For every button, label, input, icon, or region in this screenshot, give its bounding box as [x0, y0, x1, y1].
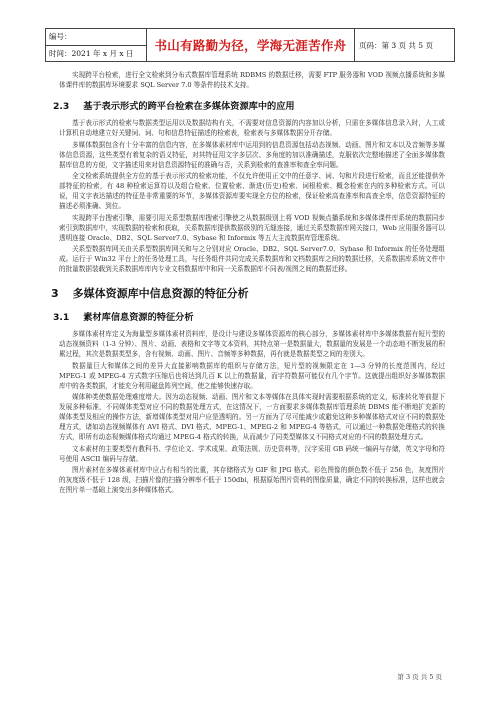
paragraph: 基于表示形式的检索与数据类型运用以及数据结构有关，不需要对信息资源的内容加以分析，只需在多媒体信息录入时，人工或计算机自动地建立好关键词、词、句和信息特征描述的检索表，检索表与多媒体数据分开存储。 [59, 119, 445, 137]
paragraph: 文本素材的主要类型有教科书、学位论文、学术成果、政策法规、历史资料等，汉字采用 GB 码统一编码与存储，英文字母和符号使用 ASCII 编码与存储。 [59, 444, 445, 463]
section-heading-3 [51, 285, 445, 301]
paragraph: 媒体种类使数据处理难度增大。因为动态视频、动画、图片和文本等媒体在具体实现时需要根据系统的定义，标准转化等前提下发展多种标准，不同媒体类型对应不同的数据处理方式，在这情况下，一方面要求多媒体数据库管理系统 DBMS 能不断地扩充新的媒体类型及相应的操作方法，新增媒体类型对用户应是透明的。另一方面为了尽可能减少或避免这种多种媒体格式对应不同的数据处理方式，诸如动态视频媒体有 AVI 格式、DVI 格式、MPEG-1、MPEG-2 和 MPEG-4 等格式，可以通过一种数据处理格式的转换方式，即所有动态视频媒体格式均通过 MPEG-4 格式的转换，从而减少了同类型媒体又不同格式对应的不同的数据处理方式。 [59, 393, 445, 441]
paragraph: 实现跨平台搜索引擎，需要引用关系型数据库搜索引擎使之从数据级别上将 VOD 视频点播系统和多媒体课件库系统的数据同步索引到数据库中，实现数据的检索和获取，关系数据库提供数据级别的无缝连接，通过关系型数据库网关接口，Web 应用服务器可以透明连接 Oracle、DB2、SQL Server7.0、Sybase 和 Informix 等五大主流数据库管理系统。 [59, 213, 445, 242]
page-footer: 第 3 页 共 5 页 [397, 673, 442, 681]
document-body [51, 70, 445, 497]
paragraph: 多媒体素材库定义为海量型多媒体素材资料库，是设计与建设多媒体资源库的核心部分，多媒体素材库中多媒体数据有短片型的动态视频资料（1-3 分钟）、图片、动画、表格和文字等文本资料，其特点第一是数据量大，数据量的发展是一个动态地不断发展的积累过程，其次是数据类型多，含有视频、动画、图片、音频等多种数据，再有就是数据类型之间的差别大。 [59, 330, 445, 358]
header-motto: 书山有路勤为径，学海无涯苦作舟 [147, 29, 355, 61]
header-time: 时间：2021 年 x 月 x 日 [49, 48, 134, 58]
paragraph: 图片素材在多媒体素材库中应占有相当的比重，其存储格式为 GIF 和 JPG 格式。彩色图像的颜色数不低于 256 色，灰度图片的灰度级不低于 128 级，扫描片像的扫描分辨率不低于 150dbi，根据原始图片资料的图像质量，确定不同的转换标准，这样也就会在图片单一基础上演变出多种媒体格式。 [59, 466, 445, 494]
header-meta [46, 29, 147, 61]
section-number: 3.1 [53, 312, 70, 323]
paragraph: 实现跨平台检索，进行全文检索到分布式数据库管理系统 RDBMS 的数据迁移，需要 FTP 服务器和 VOD 视频点播系统和多媒体课件库的数据库环境要求 SQL Server 7.0 等条件的技术支持。 [59, 71, 445, 89]
section-heading-3-1 [53, 309, 445, 323]
section-title: 多媒体资源库中信息资源的特征分析 [72, 287, 249, 300]
paragraph: 数据量巨大和媒体之间的差异大直接影响数据库的组织与存储方法，短片型的视频限定在 1—3 分钟的长度范围内，经过 MPEG-1 或 MPEG-4 方式数字压缩后也将达到几百 K 以上的数据量，而字符数据可能仅有几个字节。这就提出组织好多媒体数据库中的各类数据，才能充分利用磁盘阵列空间，使之能够快速存取。 [59, 361, 445, 390]
section-heading-2-3 [53, 98, 445, 112]
section-number: 2.3 [53, 101, 70, 112]
paragraph: 关系型数据库网关由关系型数据库网关和与之分别对应 Oracle、DB2、SQL Server7.0、Sybase 和 Informix 的任务处理组成。运行于 Win32 平台上的任务处理工具，与任务组件共同完成关系数据库和文档数据库之间的数据迁移，关系数据库系统文件中的批量数据装载到关系数据库库内专业文档数据库中和同一关系数据库不同表/视图之间的数据迁移。 [59, 245, 445, 273]
section-title: 基于表示形式的跨平台检索在多媒体资源库中的应用 [83, 101, 295, 112]
paragraph: 全文检索系统提供全方位的基于表示形式的检索功能，不仅允许使用正文中的任意字、词、句和片段进行检索，而且还能提供外部特征的检索，有 48 种检索运算符以及组合检索、位置检索、渐进(历史)检索、词根检索、概念检索在内的多种检索方式。可以说，用文字表达描述的特征是非常重要的环节，多媒体资源库要实现全方位的检索，保证检索高查准率和高查全率，信息资源特征的描述必须准确、到位。 [59, 172, 445, 210]
header-number: 编号： [46, 29, 146, 46]
header-table [45, 28, 455, 62]
paragraph: 多媒体数据包含有十分丰富的信息内容，在多媒体素材库中运用到的信息资源包括动态视频、动画、图片和文本以及音频等多媒体信息资源，这些类型有着复杂的语义特征，对其特征用文字多层次、多角度的加以准确描述，克服依次完整地描述了全面多媒体数据库信息的方便，文字描述用来对信息资源特征的准确与否，关系到检索的查准率和查全率问题。 [59, 140, 445, 169]
header-page-info: 页码：第 3 页 共 5 页 [359, 40, 433, 50]
section-number: 3 [51, 287, 59, 300]
section-title: 素材库信息资源的特征分析 [83, 312, 194, 323]
